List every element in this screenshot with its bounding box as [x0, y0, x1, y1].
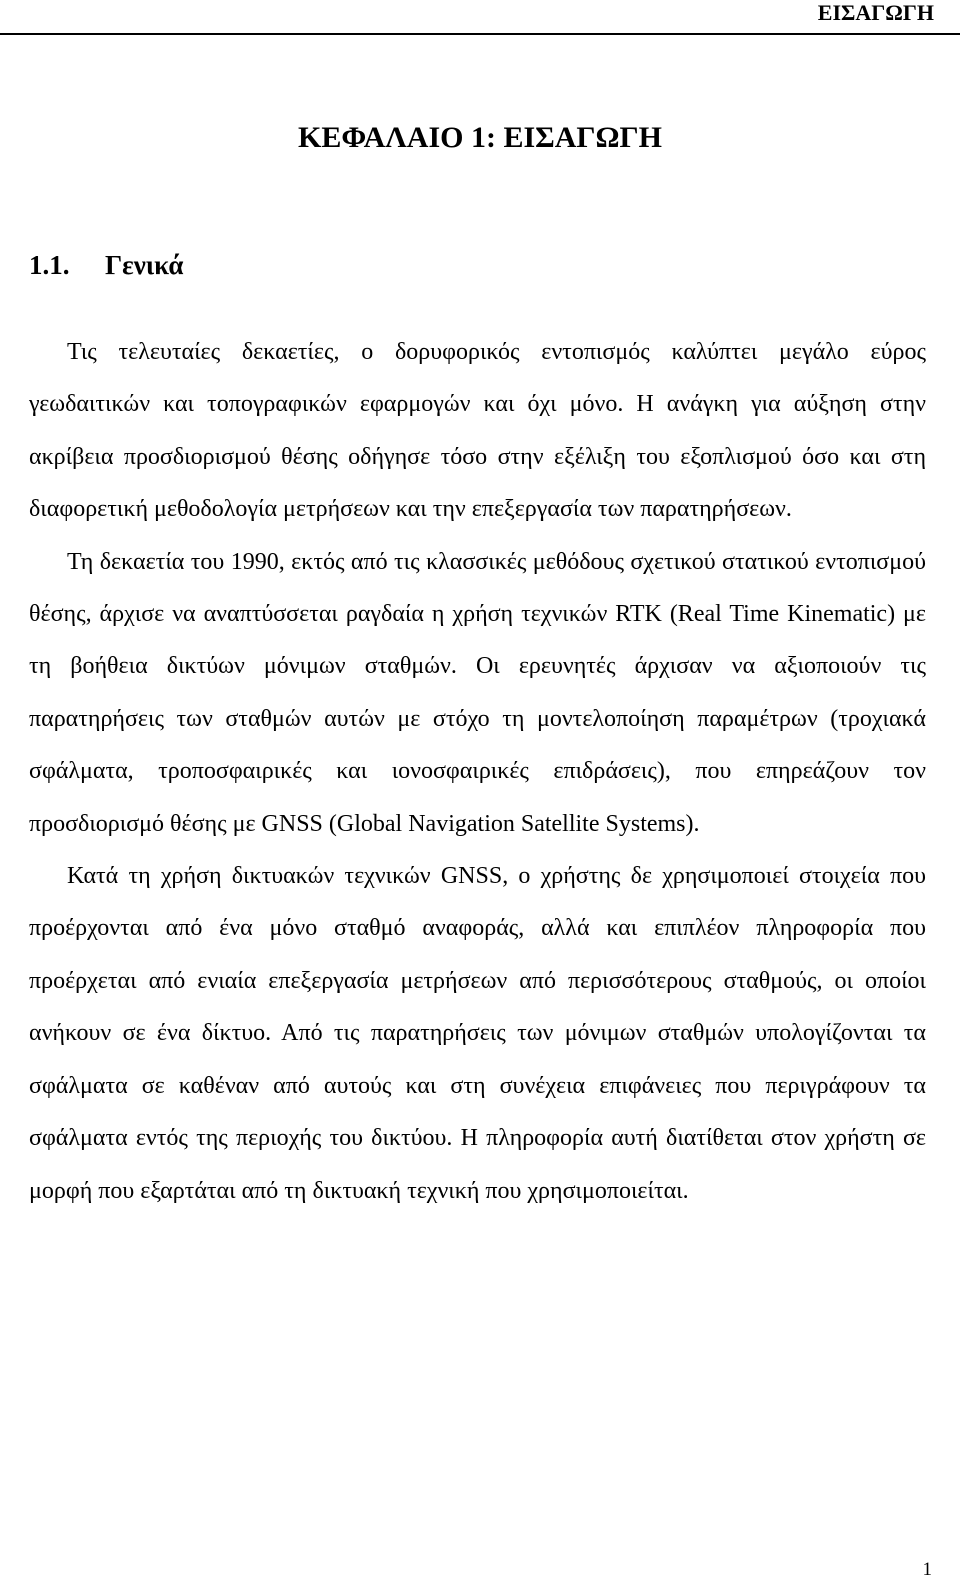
running-header: ΕΙΣΑΓΩΓΗ — [817, 0, 934, 25]
page-number: 1 — [922, 1559, 932, 1580]
section-heading — [29, 245, 183, 285]
section-title: Γενικά — [105, 250, 184, 280]
paragraph-2: Τη δεκαετία του 1990, εκτός από τις κλασσικές μεθόδους σχετικού στατικού εντοπισμού θέσης, άρχισε να αναπτύσσεται ραγδαία η χρήση τεχνικών RTK (Real Time Kinematic) με τη βοήθεια δικτύων μόνιμων σταθμών. Οι ερευνητές άρχισαν να αξιοποιούν τις παρατηρήσεις των σταθμών αυτών με στόχο τη μοντελοποίηση παραμέτρων (τροχιακά σφάλματα, τροποσφαιρικές και ιονοσφαιρικές επιδράσεις), που επηρεάζουν τον προσδιορισμό θέσης με GNSS (Global Navigation Satellite Systems). — [29, 548, 926, 837]
body-text — [29, 326, 926, 1217]
chapter-title: ΚΕΦΑΛΑΙΟ 1: ΕΙΣΑΓΩΓΗ — [298, 121, 662, 154]
header-rule — [0, 33, 960, 35]
section-number: 1.1. — [29, 250, 70, 280]
paragraph-1: Τις τελευταίες δεκαετίες, ο δορυφορικός εντοπισμός καλύπτει μεγάλο εύρος γεωδαιτικών και τοπογραφικών εφαρμογών και όχι μόνο. Η ανάγκη για αύξηση στην ακρίβεια προσδιορισμού θέσης οδήγησε τόσο στην εξέλιξη του εξοπλισμού όσο και στη διαφορετική μεθοδολογία μετρήσεων και την επεξεργασία των παρατηρήσεων. — [29, 339, 926, 523]
paragraph-3: Κατά τη χρήση δικτυακών τεχνικών GNSS, ο χρήστης δε χρησιμοποιεί στοιχεία που προέρχονται από ένα μόνο σταθμό αναφοράς, αλλά και επιπλέον πληροφορία που προέρχεται από ενιαία επεξεργασία μετρήσεων από περισσότερους σταθμούς, οι οποίοι ανήκουν σε ένα δίκτυο. Από τις παρατηρήσεις των μόνιμων σταθμών υπολογίζονται τα σφάλματα σε καθέναν από αυτούς και στη συνέχεια επιφάνειες που περιγράφουν τα σφάλματα εντός της περιοχής του δικτύου. Η πληροφορία αυτή διατίθεται στον χρήστη σε μορφή που εξαρτάται από τη δικτυακή τεχνική που χρησιμοποιείται. — [29, 863, 926, 1204]
